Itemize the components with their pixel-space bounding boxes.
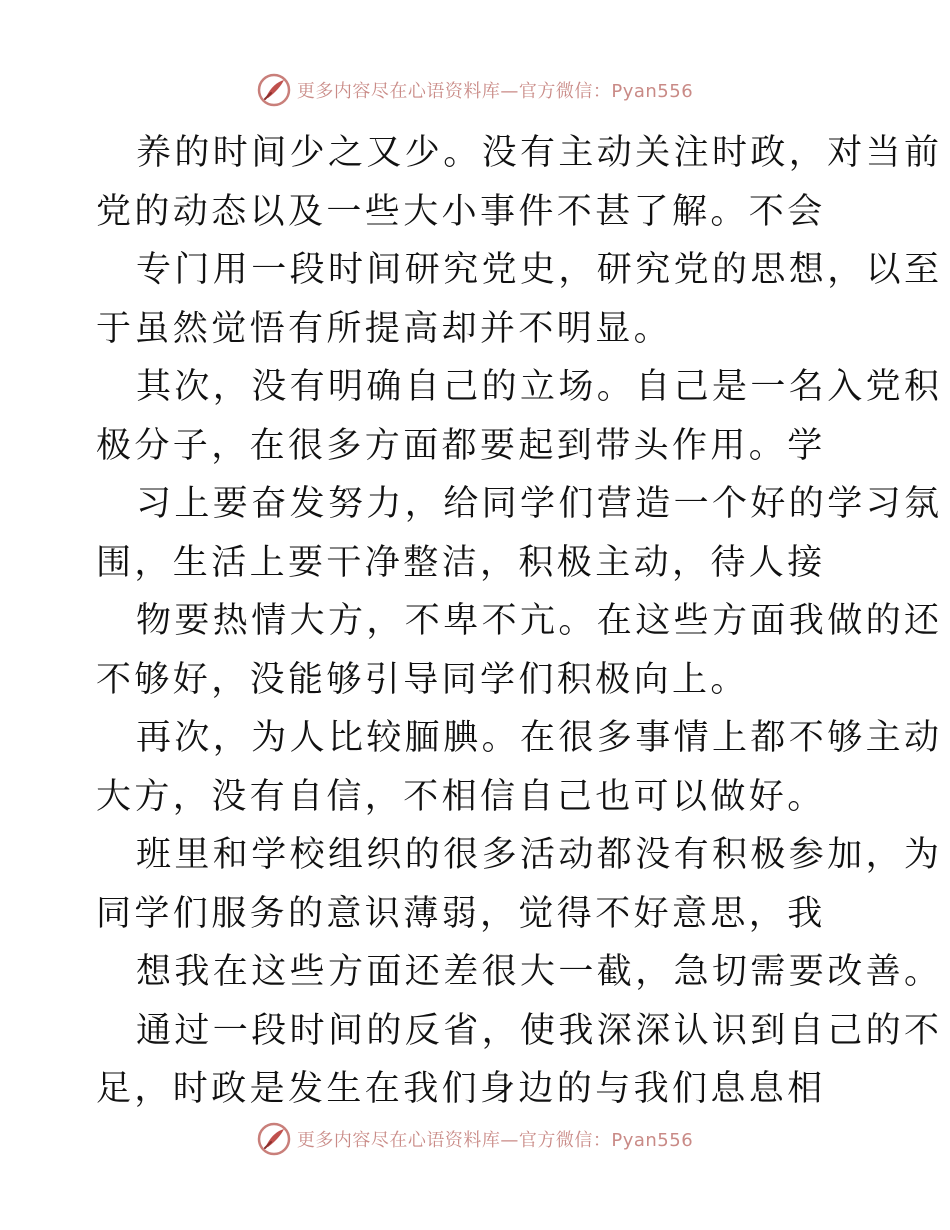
text-line: 同学们服务的意识薄弱，觉得不好意思，我 — [96, 893, 826, 934]
text-line: 其次，没有明确自己的立场。自己是一名入党积 — [136, 367, 943, 407]
header-watermark — [0, 70, 950, 110]
feather-quill-logo-icon — [257, 1122, 291, 1156]
text-line: 班里和学校组织的很多活动都没有积极参加，为 — [136, 835, 943, 875]
document-body — [96, 124, 943, 1119]
text-line: 极分子，在很多方面都要起到带头作用。学 — [96, 425, 826, 466]
text-line: 不够好，没能够引导同学们积极向上。 — [96, 659, 749, 700]
footer-watermark — [0, 1119, 950, 1159]
text-line: 围，生活上要干净整洁，积极主动，待人接 — [96, 542, 826, 583]
text-line: 于虽然觉悟有所提高却并不明显。 — [96, 308, 673, 349]
text-line: 专门用一段时间研究党史，研究党的思想，以至 — [136, 250, 943, 290]
text-line: 物要热情大方，不卑不亢。在这些方面我做的还 — [136, 601, 943, 641]
text-line: 党的动态以及一些大小事件不甚了解。不会 — [96, 191, 826, 232]
text-line: 大方，没有自信，不相信自己也可以做好。 — [96, 776, 826, 817]
text-line: 养的时间少之又少。没有主动关注时政，对当前 — [136, 133, 943, 173]
feather-quill-logo-icon — [257, 73, 291, 107]
text-line: 通过一段时间的反省，使我深深认识到自己的不 — [136, 1010, 943, 1051]
text-line: 再次，为人比较腼腆。在很多事情上都不够主动 — [136, 718, 943, 758]
text-line: 足，时政是发生在我们身边的与我们息息相 — [96, 1069, 826, 1109]
watermark-text: 更多内容尽在心语资料库—官方微信：Pyan556 — [296, 81, 694, 102]
text-line: 想我在这些方面还差很大一截，急切需要改善。 — [136, 952, 943, 992]
watermark-text: 更多内容尽在心语资料库—官方微信：Pyan556 — [296, 1130, 694, 1151]
text-line: 习上要奋发努力，给同学们营造一个好的学习氛 — [136, 484, 943, 524]
